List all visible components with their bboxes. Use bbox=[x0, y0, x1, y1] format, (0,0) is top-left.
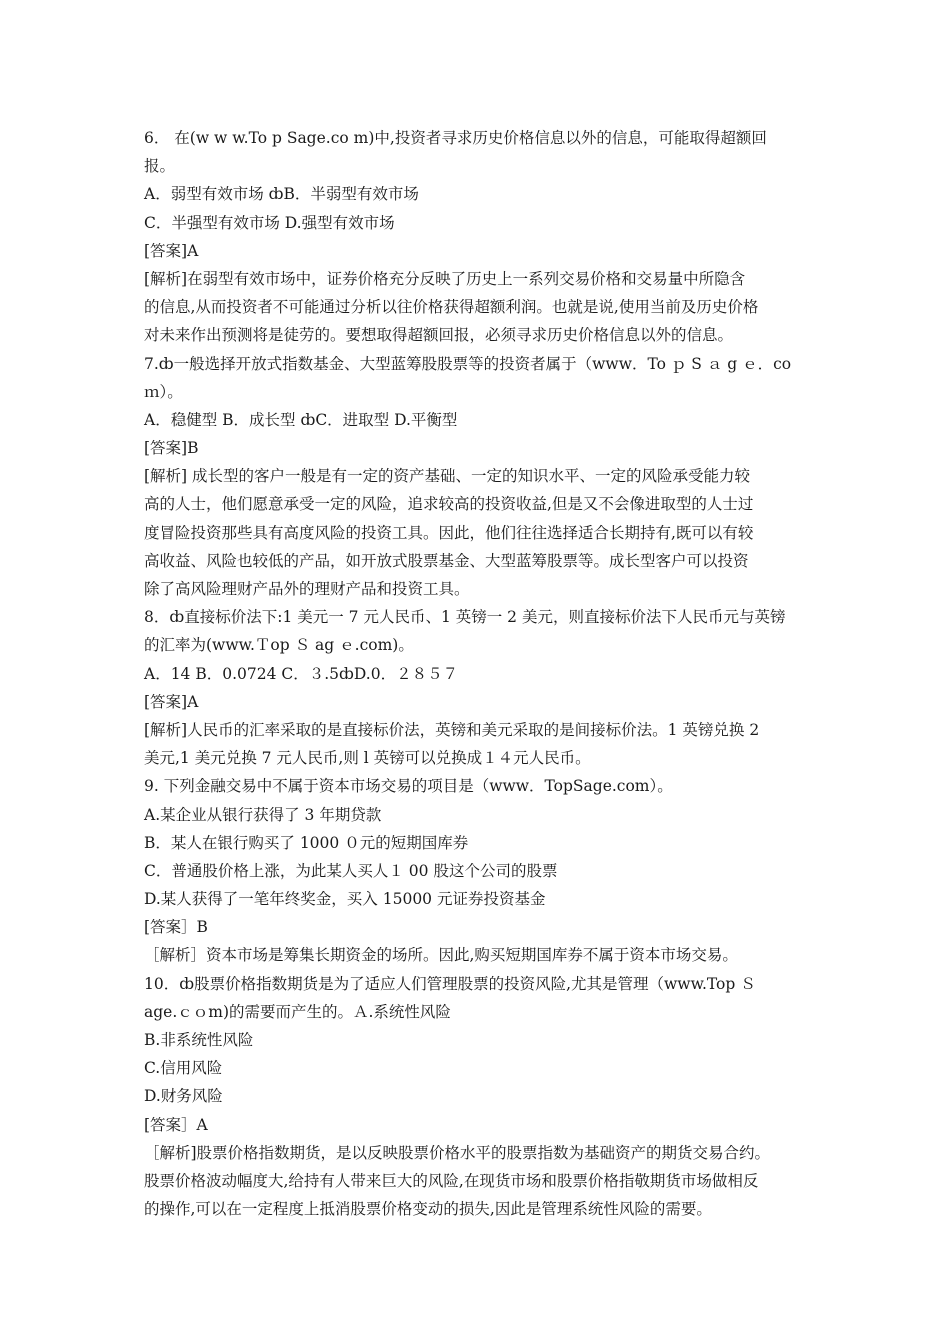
text-line: 度冒险投资那些具有高度风险的投资工具。因此，他们往往选择适合长期持有,既可以有较 bbox=[144, 523, 754, 542]
text-line: 6． 在(w w w.To p Sage.co m)中,投资者寻求历史价格信息以外的信息，可能取得超额回 bbox=[144, 129, 767, 147]
text-line: [解析]人民币的汇率采取的是直接标价法，英镑和美元采取的是间接标价法。1 英镑兑换 2 bbox=[144, 720, 760, 739]
text-line: [答案］A bbox=[144, 1115, 208, 1134]
text-line: 9. 下列金融交易中不属于资本市场交易的项目是（www．TopSage.com）。 bbox=[144, 777, 673, 796]
text-line: [答案］B bbox=[144, 918, 208, 937]
text-line: D.财务风险 bbox=[144, 1087, 223, 1106]
text-line: 高的人士，他们愿意承受一定的风险，追求较高的投资收益,但是又不会像进取型的人士过 bbox=[144, 495, 754, 514]
text-line: 高收益、风险也较低的产品，如开放式股票基金、大型蓝筹股票等。成长型客户可以投资 bbox=[144, 551, 749, 570]
text-line: ［解析]股票价格指数期货，是以反映股票价格水平的股票指数为基础资产的期货交易合约。 bbox=[144, 1143, 771, 1162]
text-line: 的汇率为(www.Ｔop Ｓ ag ｅ.com)。 bbox=[144, 636, 414, 655]
text-line: [答案]A bbox=[144, 692, 199, 711]
text-line: ［解析］资本市场是筹集长期资金的场所。因此,购买短期国库券不属于资本市场交易。 bbox=[144, 946, 738, 965]
text-line: ｍ）。 bbox=[144, 382, 183, 401]
text-line: [解析] 成长型的客户一般是有一定的资产基础、一定的知识水平、一定的风险承受能力较 bbox=[144, 467, 751, 486]
text-line: 8．ȸ直接标价法下:1 美元一 7 元人民币、1 英镑一 2 美元，则直接标价法下人民币元与英镑 bbox=[144, 608, 786, 627]
text-line: 的操作,可以在一定程度上抵消股票价格变动的损失,因此是管理系统性风险的需要。 bbox=[144, 1200, 712, 1219]
text-line: C．普通股价格上涨，为此某人买人１ 00 股这个公司的股票 bbox=[144, 861, 558, 880]
text-line: 股票价格波动幅度大,给持有人带来巨大的风险,在现货市场和股票价格指敬期货市场做相反 bbox=[144, 1171, 759, 1190]
text-line: [答案]A bbox=[144, 241, 199, 260]
text-line: 报。 bbox=[144, 157, 176, 176]
text-line: A．14 B．0.0724 C．３.5ȸD.0．２８５７ bbox=[144, 664, 459, 683]
text-line: [答案]B bbox=[144, 439, 199, 458]
document-body bbox=[144, 124, 824, 1223]
text-line: 的信息,从而投资者不可能通过分析以往价格获得超额利润。也就是说,使用当前及历史价格 bbox=[144, 298, 759, 317]
text-line: A．稳健型 B．成长型 ȸC．进取型 D.平衡型 bbox=[144, 410, 458, 429]
text-line: 除了高风险理财产品外的理财产品和投资工具。 bbox=[144, 580, 470, 598]
text-line: A.某企业从银行获得了 3 年期贷款 bbox=[144, 805, 382, 824]
text-line: B.非系统性风险 bbox=[144, 1031, 254, 1049]
text-line: 7.ȸ一般选择开放式指数基金、大型蓝筹股股票等的投资者属于（www．To ｐ S ａ g ｅ．co bbox=[144, 354, 792, 373]
text-line: D.某人获得了一笔年终奖金，买入 15000 元证券投资基金 bbox=[144, 890, 546, 909]
text-line: 对未来作出预测将是徒劳的。要想取得超额回报，必须寻求历史价格信息以外的信息。 bbox=[144, 326, 734, 345]
text-line: 美元,1 美元兑换 7 元人民币,则 l 英镑可以兑换成１４元人民币。 bbox=[144, 749, 591, 768]
text-line: A．弱型有效市场 ȸB．半弱型有效市场 bbox=[144, 185, 419, 204]
text-line: 10．ȸ股票价格指数期货是为了适应人们管理股票的投资风险,尤其是管理（www.Top Ｓ bbox=[144, 974, 756, 993]
text-line: C．半强型有效市场 D.强型有效市场 bbox=[144, 213, 395, 232]
text-line: C.信用风险 bbox=[144, 1059, 223, 1078]
text-line: [解析]在弱型有效市场中，证券价格充分反映了历史上一系列交易价格和交易量中所隐含 bbox=[144, 269, 746, 288]
text-line: B．某人在银行购买了 1000 ０元的短期国库券 bbox=[144, 833, 469, 852]
text-line: age.ｃｏm)的需要而产生的。Ａ.系统性风险 bbox=[144, 1002, 451, 1021]
